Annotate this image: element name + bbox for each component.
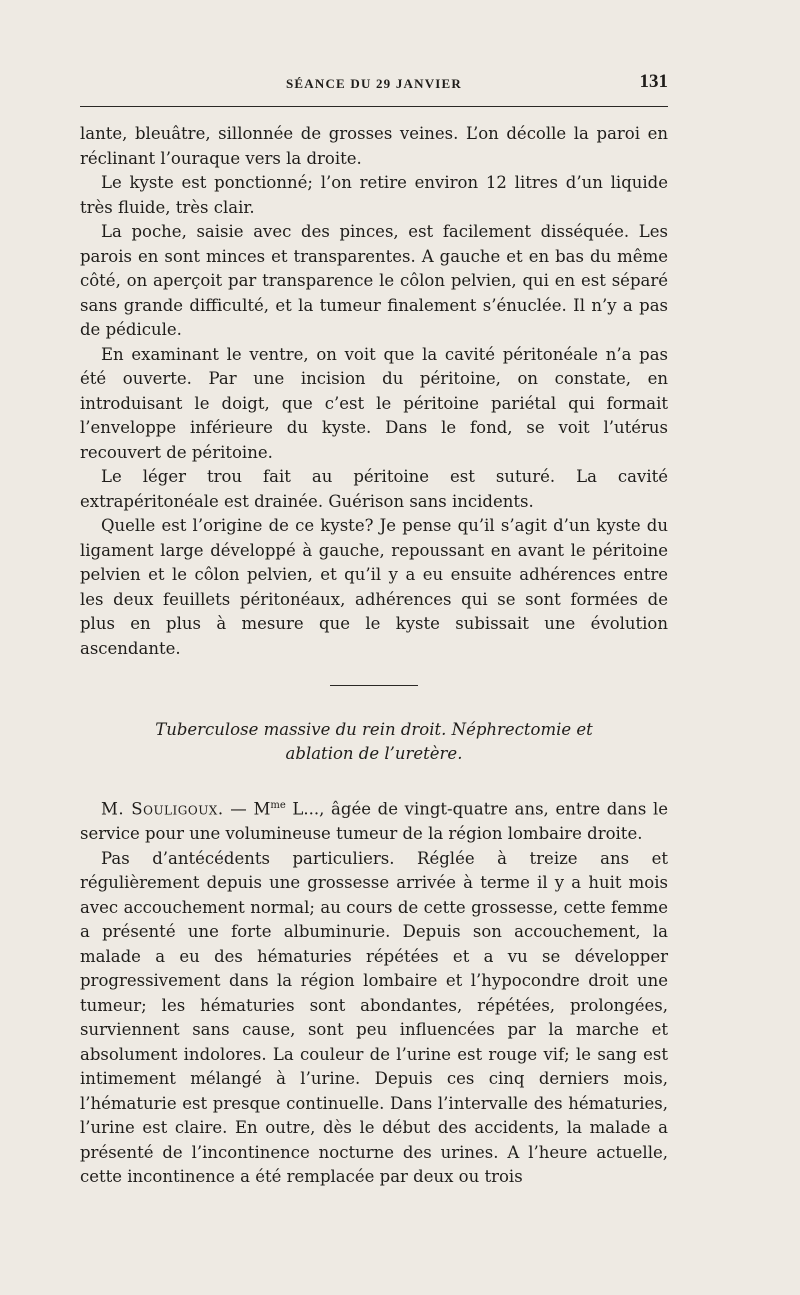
paragraph: Le kyste est ponctionné; l’on retire environ 12 litres d’un liquide très fluide, très clair. bbox=[80, 173, 668, 217]
page-number: 131 bbox=[639, 71, 668, 92]
paragraph: Quelle est l’origine de ce kyste? Je pense qu’il s’agit d’un kyste du ligament large développé à gauche, repoussant en avant le péritoine pelvien et le côlon pelvien, et qu’il y a eu ensuite adhérences entre les deux feuillets péritonéaux, adhérences qui se sont formées de plus en plus à mesure que le kyste subissait une évolution ascendante. bbox=[80, 516, 668, 658]
paragraph: La poche, saisie avec des pinces, est facilement disséquée. Les parois en sont minces et transparentes. A gauche et en bas du même côté, on aperçoit par transparence le côlon pelvien, qui en est séparé sans grande difficulté, et la tumeur finalement s’énuclée. Il n’y a pas de pédicule. bbox=[80, 222, 668, 339]
paragraph: Le léger trou fait au péritoine est suturé. La cavité extrapéritonéale est drainée. Guérison sans incidents. bbox=[80, 467, 668, 511]
author-name: M. Souligoux. bbox=[101, 799, 224, 819]
body-text bbox=[80, 122, 668, 1190]
page-header bbox=[80, 70, 668, 100]
patient-prefix: M bbox=[253, 799, 271, 819]
patient-superscript: me bbox=[270, 800, 286, 811]
paragraph: Pas d’antécédents particuliers. Réglée à treize ans et régulièrement depuis une grossesse arrivée à terme il y a huit mois avec accouchement normal; au cours de cette grossesse, cette femme a présenté une forte albuminurie. Depuis son accouchement, la malade a eu des hématuries répétées et a vu se développer progressivement dans la région lombaire et l’hypocondre droit une tumeur; les hématuries sont abondantes, répétées, prolongées, surviennent sans cause, sont peu influencées par la marche et absolument indolores. La couleur de l’urine est rouge vif; le sang est intimement mélangé à l’urine. Depuis ces cinq derniers mois, l’hématurie est presque continuelle. Dans l’intervalle des hématuries, l’urine est claire. En outre, dès le début des accidents, la malade a présenté de l’incontinence nocturne des urines. A l’heure actuelle, cette incontinence a été remplacée par deux ou trois bbox=[80, 848, 668, 1186]
paragraph-intro bbox=[80, 794, 668, 847]
paragraph: En examinant le ventre, on voit que la cavité péritonéale n’a pas été ouverte. Par une incision du péritoine, on constate, en introduisant le doigt, que c’est le péritoine pariétal qui formait l’enveloppe inférieure du kyste. Dans le fond, se voit l’utérus recouvert de péritoine. bbox=[80, 344, 668, 462]
dash: — bbox=[223, 799, 254, 819]
running-head: SÉANCE DU 29 JANVIER bbox=[285, 76, 463, 91]
paragraph: lante, bleuâtre, sillonnée de grosses veines. L’on décolle la paroi en réclinant l’ouraque vers la droite. bbox=[80, 124, 668, 168]
section-separator bbox=[330, 685, 418, 686]
section-title: Tuberculose massive du rein droit. Néphrectomie et ablation de l’uretère. bbox=[155, 720, 593, 763]
header-rule bbox=[80, 106, 668, 107]
intro-text: L..., âgée de vingt-quatre ans, entre dans le service pour une volumineuse tumeur de la région lombaire droite. bbox=[80, 799, 668, 843]
